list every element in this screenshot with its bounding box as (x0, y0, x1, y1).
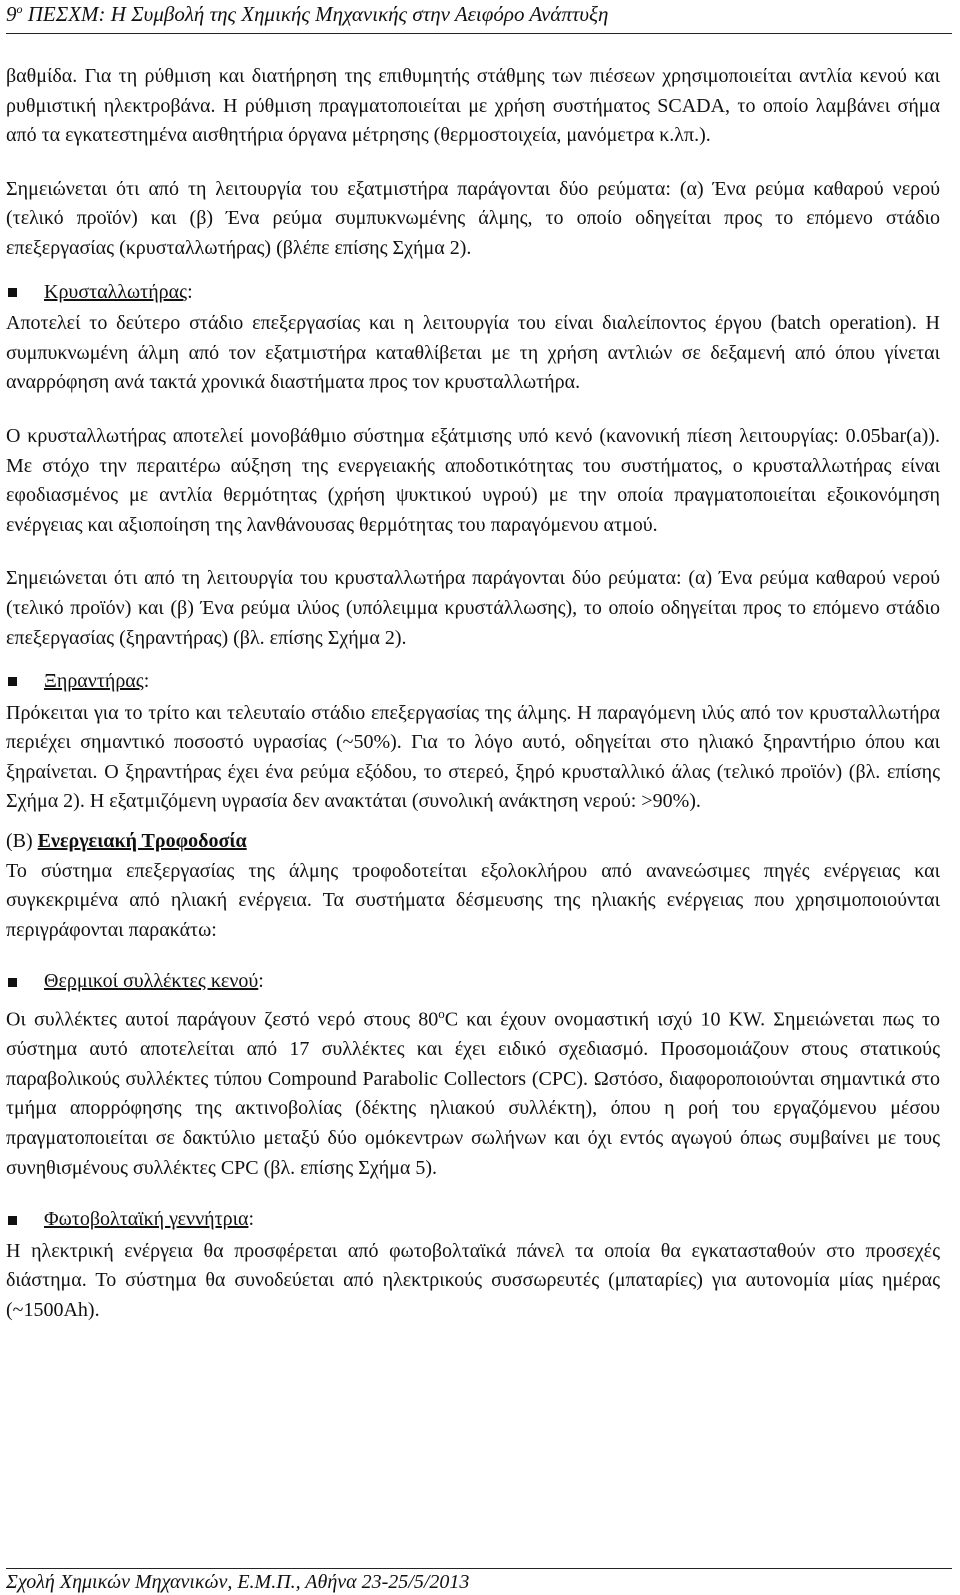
document-body (6, 62, 940, 1350)
paragraph-evaporator-streams: Σημειώνεται ότι από τη λειτουργία του εξατμιστήρα παράγονται δύο ρεύματα: (α) Ένα ρεύμα καθαρού νερού (τελικό προϊόν) και (β) Ένα ρεύμα συμπυκνωμένης άλμης, το οποίο οδηγείται προς το επόμενο στάδιο επεξεργασίας (κρυσταλλωτήρας) (βλέπε επίσης Σχήμα 2). (6, 177, 940, 259)
collectors-heading-label: Θερμικοί συλλέκτες κενού (44, 970, 259, 993)
square-bullet-icon (8, 1216, 17, 1225)
paragraph-dryer: Πρόκειται για το τρίτο και τελευταίο στάδιο επεξεργασίας της άλμης. Η παραγόμενη ιλύς από τον κρυσταλλωτήρα περιέχει σημαντικό ποσοστό υγρασίας (~50%). Για το λόγο αυτό, οδηγείται στο ηλιακό ξηραντήριο όπου και ξηραίνεται. Ο ξηραντήρας έχει ένα ρεύμα εξόδου, το στερεό, ξηρό κρυσταλλικό άλας (τελικό προϊόν) (βλ. επίσης Σχήμα 2). Η εξατμιζόμενη υγρασία δεν ανακτάται (συνολική ανάκτηση νερού: >90%). (6, 701, 940, 813)
collectors-text-part2: C και έχουν ονομαστική ισχύ 10 KW. Σημειώνεται πως το σύστημα αυτό αποτελείται από 17 συλλέκτες και έχει ειδικό σχεδιασμό. Προσομοιάζουν στους στατικούς παραβολικούς συλλέκτες τύπου Compound Parabolic Collectors (CPC). Ωστόσο, διαφοροποιούνται σημαντικά στο τμήμα απορρόφησης της ακτινοβολίας (δέκτης ηλιακού συλλέκτη), όπου η ροή του εργαζόμενου μέσου πραγματοποιείται σε δακτύλιο μεταξύ δύο ομόκεντρων σωλήνων και όχι εντός αγωγού όπως συμβαίνει με τους συνηθισμένους συλλέκτες CPC (βλ. επίσης Σχήμα 5). (6, 1008, 940, 1179)
collectors-text-part1: Οι συλλέκτες αυτοί παράγουν ζεστό νερό στους 80 (6, 1008, 439, 1031)
section-b-heading (6, 827, 940, 857)
pv-heading (6, 1205, 940, 1235)
paragraph-crystallizer-heat-pump: Ο κρυσταλλωτήρας αποτελεί μονοβάθμιο σύστημα εξάτμισης υπό κενό (κανονική πίεση λειτουργίας: 0.05bar(a)). Με στόχο την περαιτέρω αύξηση της ενεργειακής αποδοτικότητας του συστήματος, ο κρυσταλλωτήρας είναι εφοδιασμένος με αντλία θερμότητας (χρήση ψυκτικού υγρού) με την οποία πραγματοποιείται εξοικονόμηση ενέργειας και αξιοποίηση της λανθάνουσας θερμότητας του παραγόμενου ατμού. (6, 424, 940, 536)
crystallizer-heading (6, 278, 940, 308)
header-title: ΠΕΣΧΜ: Η Συμβολή της Χημικής Μηχανικής στην Αειφόρο Ανάπτυξη (27, 2, 609, 26)
header-number: 9 (6, 2, 17, 26)
square-bullet-icon (8, 288, 17, 297)
heading-colon: : (143, 670, 150, 693)
paragraph-energy-supply: Το σύστημα επεξεργασίας της άλμης τροφοδοτείται εξολοκλήρου από ανανεώσιμες πηγές ενέργειας και συγκεκριμένα από ηλιακή ενέργεια. Τα συστήματα δέσμευσης της ηλιακής ενέργειας που χρησιμοποιούνται περιγράφονται παρακάτω: (6, 859, 940, 941)
degree-superscript: ο (438, 1006, 445, 1022)
heading-colon: : (187, 280, 193, 303)
paragraph-pressure-control: βαθμίδα. Για τη ρύθμιση και διατήρηση της επιθυμητής στάθμης των πιέσεων χρησιμοποιείται αντλία κενού και ρυθμιστική ηλεκτροβάνα. Η ρύθμιση πραγματοποιείται με χρήση συστήματος SCADA, το οποίο λαμβάνει σήμα από τα εγκατεστημένα αισθητήρια όργανα μέτρησης (θερμοστοιχεία, μανόμετρα κ.λπ.). (6, 65, 940, 147)
paragraph-vacuum-collectors (6, 999, 940, 1183)
paragraph-photovoltaic: Η ηλεκτρική ενέργεια θα προσφέρεται από φωτοβολταϊκά πάνελ τα οποία θα εγκατασταθούν στο προσεχές διάστημα. Το σύστημα θα συνοδεύεται από ηλεκτρικούς συσσωρευτές (μπαταρίες) για αυτονομία μίας ημέρας (~1500Ah). (6, 1239, 940, 1322)
header-superscript: ο (16, 2, 23, 16)
square-bullet-icon (8, 677, 17, 686)
paragraph-crystallizer-streams: Σημειώνεται ότι από τη λειτουργία του κρυσταλλωτήρα παράγονται δύο ρεύματα: (α) Ένα ρεύμα καθαρού νερού (τελικό προϊόν) και (β) Ένα ρεύμα ιλύος (υπόλειμμα κρυστάλλωσης), το οποίο οδηγείται προς το επόμενο στάδιο επεξεργασίας (ξηραντήρας) (βλ. επίσης Σχήμα 2). (6, 567, 940, 649)
crystallizer-heading-label: Κρυσταλλωτήρας (44, 280, 188, 303)
pv-heading-label: Φωτοβολταϊκή γεννήτρια (44, 1208, 249, 1231)
heading-colon: : (248, 1208, 255, 1231)
square-bullet-icon (8, 978, 17, 987)
dryer-heading (6, 667, 940, 697)
heading-colon: : (258, 970, 264, 993)
section-b-title: Ενεργειακή Τροφοδοσία (37, 830, 247, 853)
section-b-prefix: (Β) (6, 830, 38, 853)
dryer-heading-label: Ξηραντήρας (44, 670, 144, 693)
page-footer: Σχολή Χημικών Μηχανικών, Ε.Μ.Π., Αθήνα 23-25/5/2013 (6, 1568, 952, 1594)
collectors-heading (6, 967, 940, 997)
page-header (6, 0, 952, 34)
paragraph-crystallizer-intro: Αποτελεί το δεύτερο στάδιο επεξεργασίας και η λειτουργία του είναι διαλείποντος έργου (batch operation). Η συμπυκνωμένη άλμη από τον εξατμιστήρα καταθλίβεται με τη χρήση αντλιών σε δεξαμενή από όπου γίνεται αναρρόφηση ανά τακτά χρονικά διαστήματα προς τον κρυσταλλωτήρα. (6, 312, 940, 394)
